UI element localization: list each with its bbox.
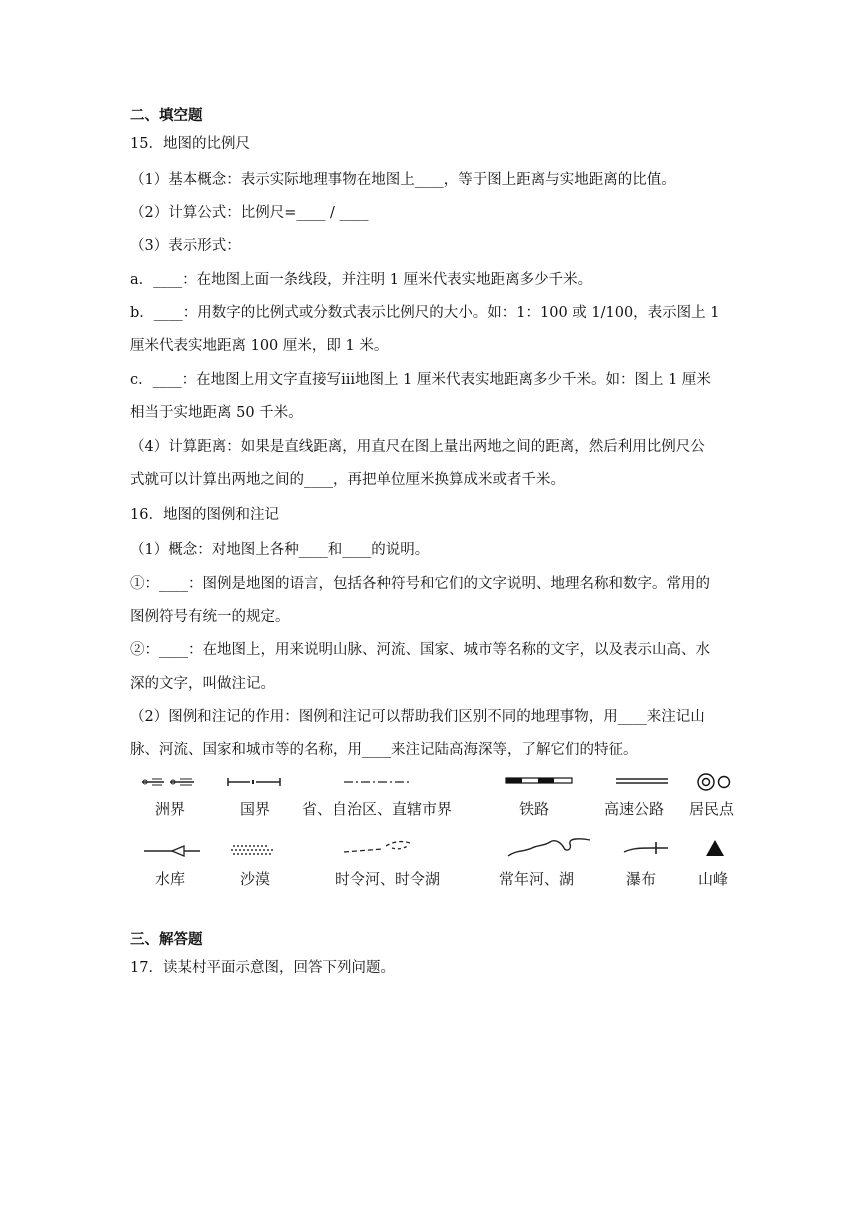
q16-line-2: ①：____：图例是地图的语言，包括各种符号和它们的文字说明、地理名称和数字。常用的	[130, 576, 710, 592]
q15-line-2: （2）计算公式：比例尺=____ / ____	[130, 205, 369, 221]
q15-line-5: b．____：用数字的比例式或分数式表示比例尺的大小。如：1：100 或 1/100，表示图上 1	[130, 305, 720, 321]
desert-symbol	[228, 840, 276, 860]
legend-label-national-border: 国界	[240, 800, 271, 818]
q16-line-5: 深的文字，叫做注记。	[130, 676, 275, 692]
q16-line-6: （2）图例和注记的作用：图例和注记可以帮助我们区别不同的地理事物，用____来注记山	[130, 709, 705, 725]
railway-symbol	[504, 774, 574, 788]
q15-line-4: a．____：在地图上面一条线段，并注明 1 厘米代表实地距离多少千米。	[130, 272, 593, 288]
map-legend-figure	[130, 768, 745, 893]
q15-line-3: （3）表示形式：	[130, 238, 241, 254]
q15-line-1: （1）基本概念：表示实际地理事物在地图上____，等于图上距离与实地距离的比值。	[130, 172, 676, 188]
waterfall-symbol	[622, 838, 670, 858]
question-17-title: 17．读某村平面示意图，回答下列问题。	[130, 960, 395, 976]
q16-line-3: 图例符号有统一的规定。	[130, 609, 290, 625]
legend-label-continent-border: 洲界	[155, 800, 186, 818]
question-15-title: 15．地图的比例尺	[130, 136, 250, 152]
legend-label-waterfall: 瀑布	[626, 870, 657, 888]
continent-border-symbol	[140, 776, 196, 788]
q15-line-7: c．____：在地图上用文字直接写ⅲ地图上 1 厘米代表实地距离多少千米。如：图上 1 厘米	[130, 372, 711, 388]
section-heading-fill-in: 二、填空题	[130, 107, 203, 124]
mountain-peak-symbol	[704, 838, 726, 858]
reservoir-symbol	[142, 844, 202, 858]
question-16-title: 16．地图的图例和注记	[130, 507, 279, 523]
settlement-symbol	[696, 771, 736, 793]
q16-line-7: 脉、河流、国家和城市等的名称，用____来注记陆高海深等，了解它们的特征。	[130, 742, 638, 758]
q15-line-8: 相当于实地距离 50 千米。	[130, 405, 303, 421]
q15-line-10: 式就可以计算出两地之间的____，再把单位厘米换算成米或者千米。	[130, 472, 565, 488]
q15-line-6: 厘米代表实地距离 100 厘米，即 1 米。	[130, 338, 389, 354]
legend-label-seasonal-river: 时令河、时令湖	[335, 870, 441, 888]
national-border-symbol	[226, 776, 282, 788]
perennial-river-symbol	[506, 834, 594, 860]
section-heading-answer: 三、解答题	[130, 931, 203, 948]
legend-label-reservoir: 水库	[155, 870, 186, 888]
legend-label-mountain-peak: 山峰	[698, 870, 729, 888]
q16-line-4: ②：____：在地图上，用来说明山脉、河流、国家、城市等名称的文字，以及表示山高、水	[130, 642, 710, 658]
q15-line-9: （4）计算距离：如果是直线距离，用直尺在图上量出两地之间的距离，然后利用比例尺公	[130, 439, 705, 455]
province-border-symbol	[342, 776, 414, 788]
legend-label-settlement: 居民点	[689, 800, 735, 818]
legend-label-perennial-river: 常年河、湖	[499, 870, 575, 888]
seasonal-river-symbol	[342, 836, 414, 858]
legend-label-desert: 沙漠	[240, 870, 271, 888]
legend-label-expressway: 高速公路	[604, 800, 665, 818]
legend-label-province-border: 省、自治区、直辖市界	[302, 800, 453, 818]
q16-line-1: （1）概念：对地图上各种____和____的说明。	[130, 542, 430, 558]
expressway-symbol	[614, 774, 670, 788]
legend-label-railway: 铁路	[519, 800, 550, 818]
